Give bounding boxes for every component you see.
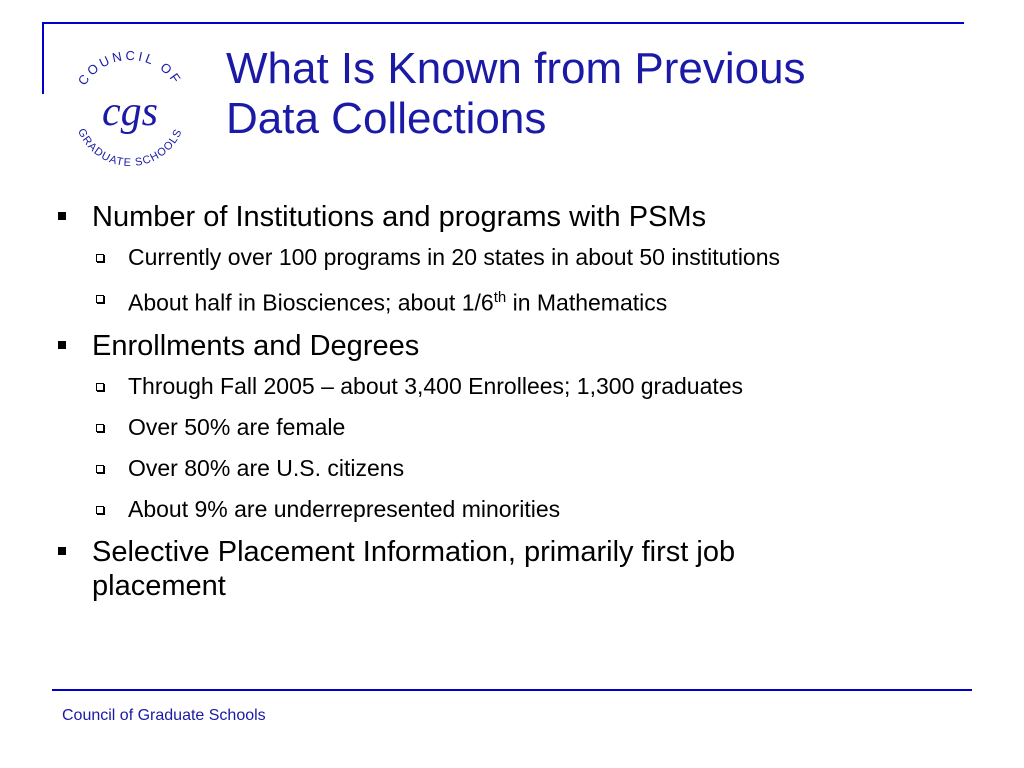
footer-rule bbox=[52, 689, 972, 691]
bullet-2 bbox=[56, 329, 956, 363]
bullet-2-sub-4 bbox=[56, 494, 956, 524]
square-bullet-icon bbox=[58, 341, 66, 349]
slide-content bbox=[56, 200, 956, 611]
logo-monogram: cgs bbox=[102, 89, 158, 135]
bullet-1 bbox=[56, 200, 956, 234]
bullet-3-text: Selective Placement Information, primarily first job placement bbox=[92, 535, 736, 602]
hollow-square-bullet-icon bbox=[96, 383, 104, 391]
bullet-2-sub-2 bbox=[56, 412, 956, 442]
title-line-1: What Is Known from Previous bbox=[226, 44, 806, 93]
logo-text-top: COUNCIL OF bbox=[74, 47, 186, 89]
footer-text: Council of Graduate Schools bbox=[62, 707, 266, 724]
hollow-square-bullet-icon bbox=[96, 506, 104, 514]
superscript-th: th bbox=[493, 289, 507, 306]
bullet-2-sub-3-text: Over 80% are U.S. citizens bbox=[128, 454, 405, 481]
bullet-2-sub-3 bbox=[56, 453, 956, 483]
bullet-1-text: Number of Institutions and programs with PSMs bbox=[92, 201, 707, 233]
logo-text-bottom: GRADUATE SCHOOLS bbox=[75, 126, 185, 170]
hollow-square-bullet-icon bbox=[96, 424, 104, 432]
bullet-1-sub-2 bbox=[56, 283, 956, 318]
bullet-2-text: Enrollments and Degrees bbox=[92, 329, 420, 362]
square-bullet-icon bbox=[58, 212, 66, 220]
cgs-logo bbox=[60, 40, 200, 180]
bullet-1-sub-2-text: About half in Biosciences; about 1/6 bbox=[128, 289, 494, 316]
hollow-square-bullet-icon bbox=[96, 465, 104, 473]
left-rule bbox=[42, 22, 44, 94]
bullet-1-sub-2-tail: in Mathematics bbox=[506, 289, 668, 316]
bullet-2-sub-4-text: About 9% are underrepresented minorities bbox=[128, 495, 561, 522]
hollow-square-bullet-icon bbox=[96, 295, 104, 303]
top-rule bbox=[42, 22, 964, 24]
svg-text:COUNCIL OF bbox=[75, 48, 186, 88]
bullet-2-sub-1 bbox=[56, 371, 956, 401]
title-line-2: Data Collections bbox=[226, 94, 547, 143]
bullet-1-sub-1 bbox=[56, 242, 956, 272]
square-bullet-icon bbox=[58, 547, 66, 555]
slide-title bbox=[226, 44, 986, 144]
bullet-3 bbox=[56, 535, 872, 603]
bullet-2-sub-1-text: Through Fall 2005 – about 3,400 Enrollees; 1,300 graduates bbox=[128, 372, 744, 399]
hollow-square-bullet-icon bbox=[96, 254, 104, 262]
bullet-2-sub-2-text: Over 50% are female bbox=[128, 413, 346, 440]
bullet-1-sub-1-text: Currently over 100 programs in 20 states in about 50 institutions bbox=[128, 244, 781, 270]
